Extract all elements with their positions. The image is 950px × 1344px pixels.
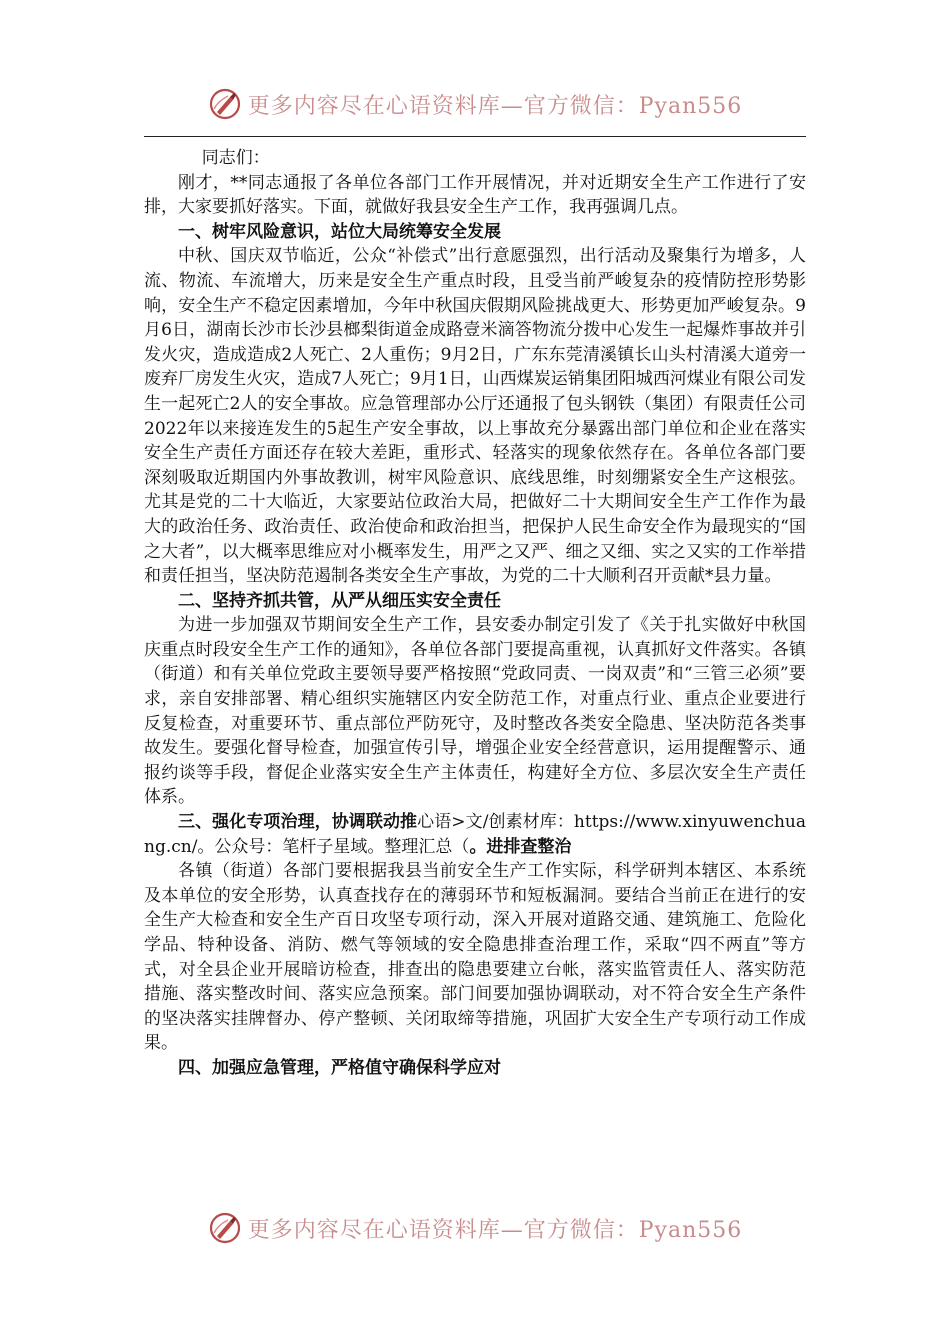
salutation: 同志们：: [201, 148, 270, 168]
section-3-heading-part3: 。进排查整治: [469, 836, 572, 857]
header-divider: [144, 136, 806, 137]
section-3-heading-part1: 三、强化专项治理，协调联动推: [178, 812, 418, 833]
document-body: [144, 146, 806, 1081]
section-1-paragraph: 中秋、国庆双节临近，公众“补偿式”出行意愿强烈，出行活动及聚集行为增多，人流、物流、车流增大，历来是安全生产重点时段，且受当前严峻复杂的疫情防控形势影响，安全生产不稳定因素增加，今年中秋国庆假期风险挑战更大、形势更加严峻复杂。9月6日，湖南长沙市长沙县榔梨街道金成路壹米滴答物流分拨中心发生一起爆炸事故并引发火灾，造成造成2人死亡、2人重伤；9月2日，广东东莞清溪镇长山头村清溪大道旁一废弃厂房发生火灾，造成7人死亡；9月1日，山西煤炭运销集团阳城西河煤业有限公司发生一起死亡2人的安全事故。应急管理部办公厅还通报了包头钢铁（集团）有限责任公司2022年以来接连发生的5起生产安全事故，以上事故充分暴露出部门单位和企业在落实安全生产责任方面还存在较大差距，重形式、轻落实的现象依然存在。各单位各部门要深刻吸取近期国内外事故教训，树牢风险意识、底线思维，时刻绷紧安全生产这根弦。尤其是党的二十大临近，大家要站位政治大局，把做好二十大期间安全生产工作作为最大的政治任务、政治责任、政治使命和政治担当，把保护人民生命安全作为最现实的“国之大者”，以大概率思维应对小概率发生，用严之又严、细之又细、实之又实的工作举措和责任担当，坚决防范遏制各类安全生产事故，为党的二十大顺利召开贡献*县力量。: [144, 246, 806, 587]
section-2-paragraph: 为进一步加强双节期间安全生产工作，县安委办制定引发了《关于扎实做好中秋国庆重点时段安全生产工作的通知》，各单位各部门要提高重视，认真抓好文件落实。各镇（街道）和有关单位党政主要领导要严格按照“党政同责、一岗双责”和“三管三必须”要求，亲自安排部署、精心组织实施辖区内安全防范工作，对重点行业、重点企业要进行反复检查，对重要环节、重点部位严防死守，及时整改各类安全隐患、坚决防范各类事故发生。要强化督导检查，加强宣传引导，增强企业安全经营意识，运用提醒警示、通报约谈等手段，督促企业落实安全生产主体责任，构建好全方位、多层次安全生产责任体系。: [144, 615, 806, 808]
section-4-heading: 四、加强应急管理，严格值守确保科学应对: [178, 1057, 501, 1078]
section-3-paragraph: 各镇（街道）各部门要根据我县当前安全生产工作实际，科学研判本辖区、本系统及本单位的安全形势，认真查找存在的薄弱环节和短板漏洞。要结合当前正在进行的安全生产大检查和安全生产百日攻坚专项行动，深入开展对道路交通、建筑施工、危险化学品、特种设备、消防、燃气等领域的安全隐患排查治理工作，采取“四不两直”等方式，对全县企业开展暗访检查，排查出的隐患要建立台帐，落实监管责任人、落实防范措施、落实整改时间、落实应急预案。部门间要加强协调联动，对不符合安全生产条件的坚决落实挂牌督办、停产整顿、关闭取缔等措施，巩固扩大安全生产专项行动工作成果。: [144, 861, 806, 1054]
section-3-heading-inserted-text: 心语>文/创素材库：https://www.xinyuwenchuang.cn/。公众号：笔杆子星域。整理汇总（: [144, 812, 807, 857]
header-banner: [0, 84, 950, 124]
pen-logo-icon: [208, 87, 242, 121]
section-2-heading: 二、坚持齐抓共管，从严从细压实安全责任: [178, 590, 501, 611]
pen-logo-icon: [208, 1211, 242, 1245]
banner-text: 更多内容尽在心语资料库—官方微信：Pyan556: [247, 93, 743, 119]
section-1-heading: 一、树牢风险意识，站位大局统筹安全发展: [178, 221, 501, 242]
footer-banner: [0, 1208, 950, 1248]
intro-paragraph: 刚才，**同志通报了各单位各部门工作开展情况，并对近期安全生产工作进行了安排，大家要抓好落实。下面，就做好我县安全生产工作，我再强调几点。: [144, 172, 806, 218]
banner-text: 更多内容尽在心语资料库—官方微信：Pyan556: [247, 1217, 743, 1243]
section-3-heading: [144, 810, 806, 859]
